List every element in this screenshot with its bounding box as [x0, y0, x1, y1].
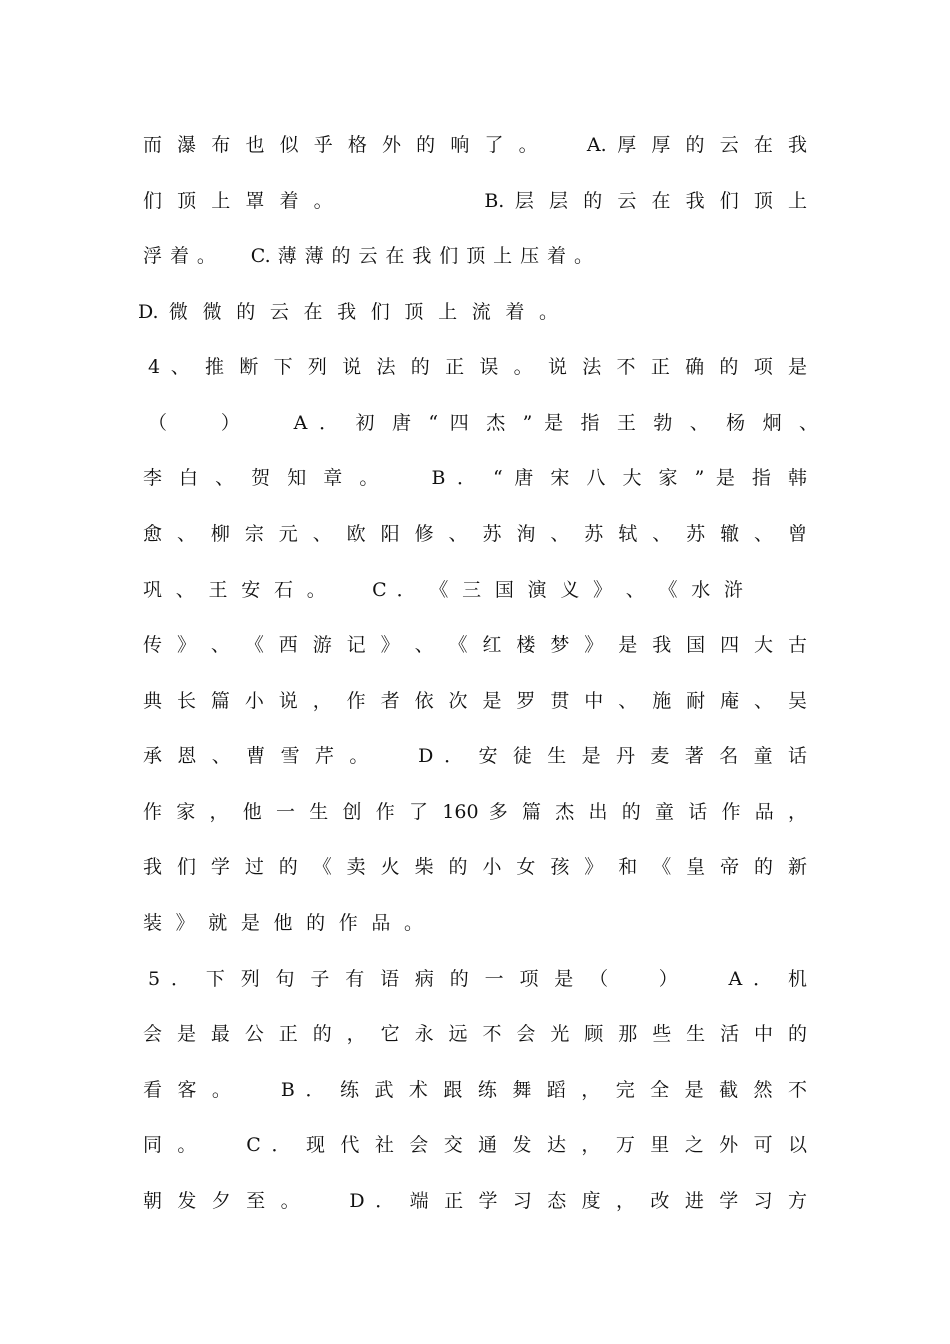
- text-line: 4 、 推 断 下 列 说 法 的 正 误 。 说 法 不 正 确 的 项 是: [148, 356, 807, 378]
- text-line: 们 顶 上 罩 着 。 B. 层 层 的 云 在 我 们 顶 上: [143, 190, 807, 212]
- text-line: 同 。 C ． 现 代 社 会 交 通 发 达 ， 万 里 之 外 可 以: [143, 1134, 807, 1156]
- text-line: 看 客 。 B ． 练 武 术 跟 练 舞 蹈 ， 完 全 是 截 然 不: [143, 1079, 807, 1101]
- text-line: 巩 、 王 安 石 。 C ． 《 三 国 演 义 》 、 《 水 浒: [143, 579, 743, 601]
- text-line: 愈 、 柳 宗 元 、 欧 阳 修 、 苏 洵 、 苏 轼 、 苏 辙 、 曾: [143, 523, 807, 545]
- text-line: 我 们 学 过 的 《 卖 火 柴 的 小 女 孩 》 和 《 皇 帝 的 新: [143, 856, 807, 878]
- text-line: 装 》 就 是 他 的 作 品 。: [143, 912, 423, 934]
- text-line: 作 家 ， 他 一 生 创 作 了 160 多 篇 杰 出 的 童 话 作 品 ，: [143, 801, 807, 823]
- text-line: 浮 着 。 C. 薄 薄 的 云 在 我 们 顶 上 压 着 。: [143, 245, 593, 267]
- text-line: 典 长 篇 小 说 ， 作 者 依 次 是 罗 贯 中 、 施 耐 庵 、 吴: [143, 690, 807, 712]
- text-line: 而 瀑 布 也 似 乎 格 外 的 响 了 。 A. 厚 厚 的 云 在 我: [143, 134, 807, 156]
- text-line: D. 微 微 的 云 在 我 们 顶 上 流 着 。: [138, 301, 558, 323]
- text-line: 会 是 最 公 正 的 ， 它 永 远 不 会 光 顾 那 些 生 活 中 的: [143, 1023, 807, 1045]
- text-line: 5 ． 下 列 句 子 有 语 病 的 一 项 是 （ ） A ． 机: [148, 968, 807, 990]
- text-line: 李 白 、 贺 知 章 。 B ． “ 唐 宋 八 大 家 ” 是 指 韩: [143, 467, 807, 489]
- text-line: 承 恩 、 曹 雪 芹 。 D ． 安 徒 生 是 丹 麦 著 名 童 话: [143, 745, 807, 767]
- text-line: 传 》 、 《 西 游 记 》 、 《 红 楼 梦 》 是 我 国 四 大 古: [143, 634, 807, 656]
- text-line: 朝 发 夕 至 。 D ． 端 正 学 习 态 度 ， 改 进 学 习 方: [143, 1190, 807, 1212]
- text-line: （ ） A ． 初 唐 “ 四 杰 ” 是 指 王 勃 、 杨 炯 、: [148, 412, 818, 434]
